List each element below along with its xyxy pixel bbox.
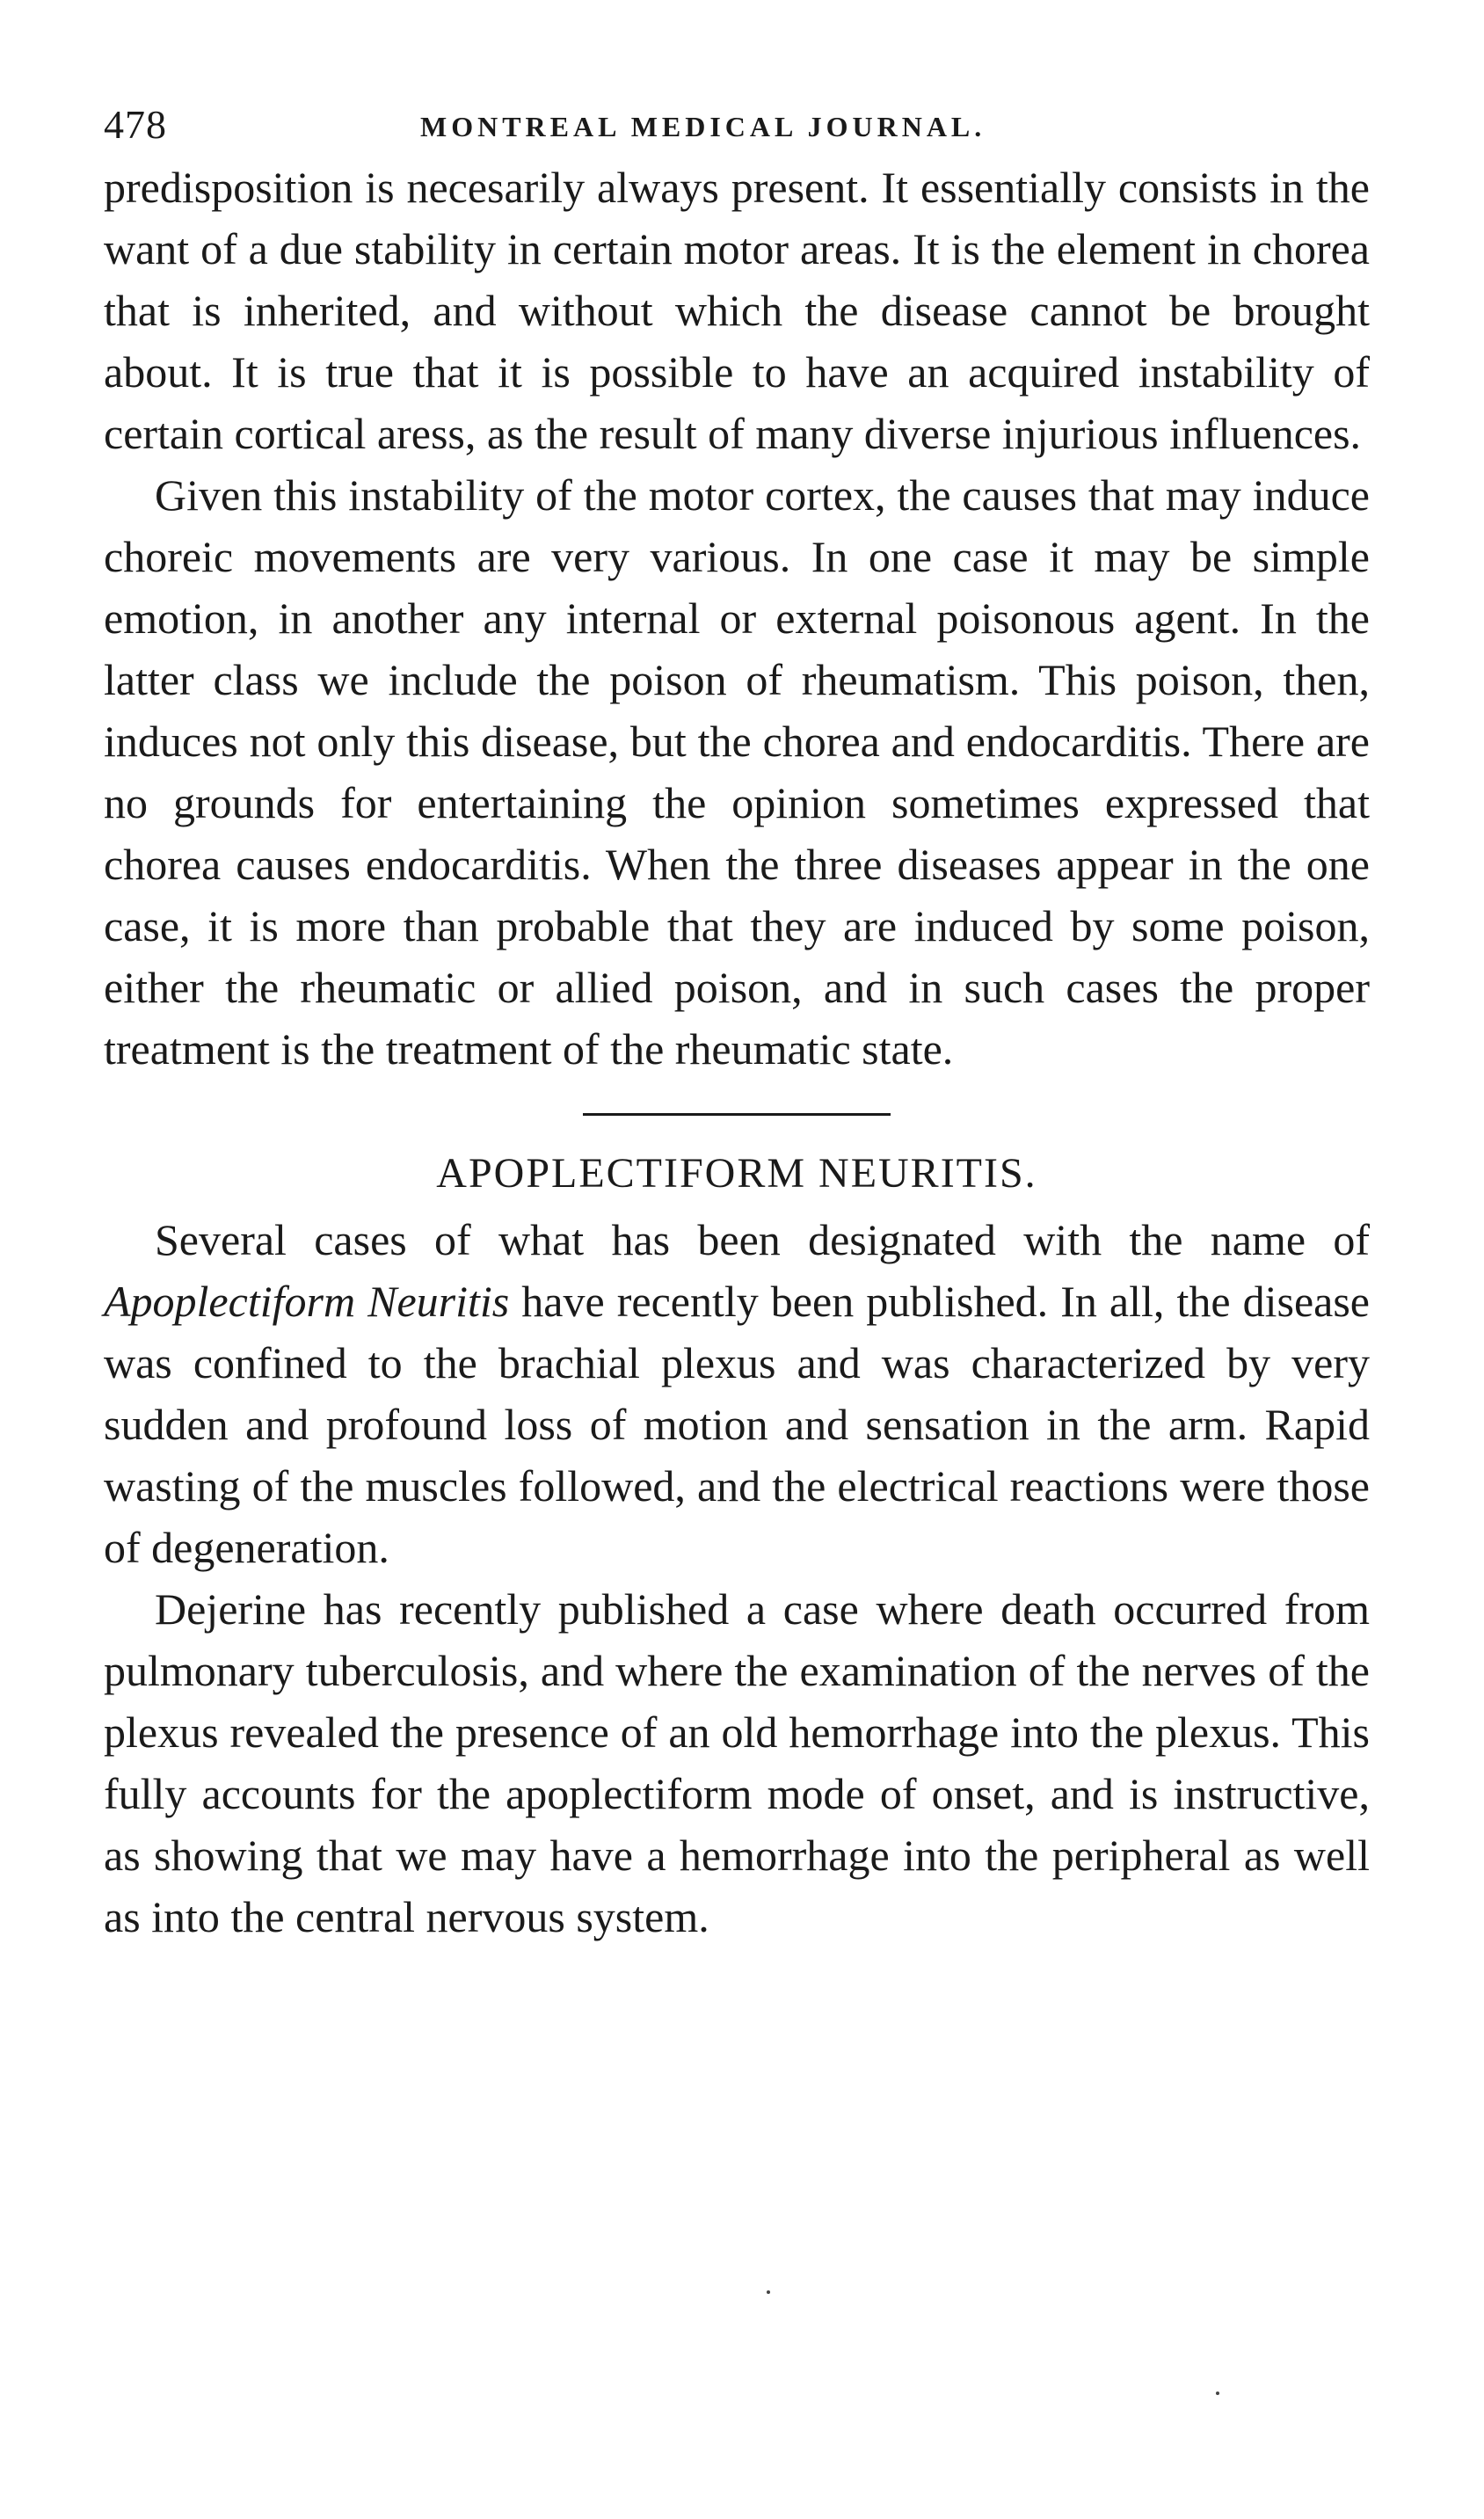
journal-page xyxy=(104,98,1370,1947)
paragraph-causes: Given this instability of the motor cortex, the causes that may induce choreic movements are very various. In one case it may be simple emotion, in another any internal or external poisonous agent. In the latter class we include the poison of rheumatism. This poison, then, induces not only this disease, but the chorea and endocarditis. There are no grounds for entertaining the opinion sometimes expressed that chorea causes endocarditis. When the three diseases appear in the one case, it is more than probable that they are induced by some poison, either the rheumatic or allied poison, and in such cases the proper treatment is the treatment of the rheumatic state. xyxy=(104,470,1370,1074)
running-head xyxy=(104,98,1370,151)
paragraph-rest-text: have recently been published. In all, the disease was confined to the brachial plexus and was characterized by very sudden and profound loss of motion and sensation in the arm. Rapid wasting of the muscles followed, and the electrical reactions were those of degeneration. xyxy=(104,1277,1370,1572)
paragraph-apoplectiform-cases xyxy=(104,1209,1370,1578)
print-speck xyxy=(767,2290,770,2294)
print-speck xyxy=(1216,2392,1219,2395)
paragraph-lead-text: Several cases of what has been designated with the name of xyxy=(155,1215,1370,1264)
section-heading: APOPLECTIFORM NEURITIS. xyxy=(436,1150,1037,1197)
paragraph-predisposition: predisposition is necesarily always present. It essentially consists in the want of a due stability in certain motor areas. It is the element in chorea that is inherited, and without which the disease cannot be brought about. It is true that it is possible to have an acquired instability of certain cortical aress, as the result of many diverse injurious influences. xyxy=(104,163,1370,458)
italic-term: Apoplectiform Neuritis xyxy=(104,1277,510,1326)
section-divider xyxy=(583,1113,891,1116)
paragraph-dejerine: Dejerine has recently published a case where death occurred from pulmonary tuberculosis, and where the examination of the nerves of the plexus revealed the presence of an old hemorrhage into the plexus. This fully accounts for the apoplectiform mode of onset, and is instructive, as showing that we may have a hemorrhage into the peripheral as well as into the central nervous system. xyxy=(104,1584,1370,1941)
journal-title: MONTREAL MEDICAL JOURNAL. xyxy=(420,111,986,142)
page-number: 478 xyxy=(104,102,167,147)
